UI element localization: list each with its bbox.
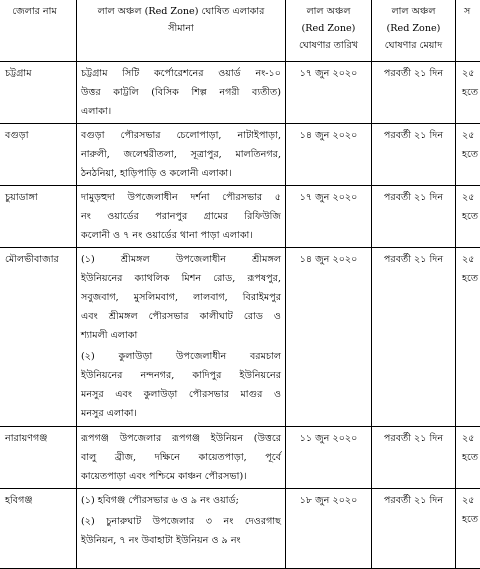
area-cell: [77, 186, 286, 248]
extra-line: হতে: [462, 207, 480, 226]
area-line: দামুড়হুদা উপজেলাধীন দর্শনা পৌরসভার ৫: [81, 188, 281, 207]
duration-cell: পরবর্তী ২১ দিন: [372, 186, 456, 248]
header-date-line-2: (Red Zone): [290, 20, 367, 37]
area-line: এলাকা।: [81, 102, 281, 121]
extra-line: হতে: [462, 83, 480, 102]
table-row: [0, 124, 480, 186]
area-line: এবং শ্রীমঙ্গল পৌরসভার কালীঘাট রোড ও: [81, 307, 281, 326]
header-duration-line-3: ঘোষণার মেয়াদ: [376, 37, 451, 54]
table-row: [0, 427, 480, 489]
area-line: নং ওয়ার্ডের পরানপুর গ্রামের রিফিউজি: [81, 207, 281, 226]
extra-line: ২৫: [462, 429, 480, 448]
extra-line: ২৫: [462, 250, 480, 269]
extra-cell: [456, 186, 480, 248]
area-line: ইউনিয়ন, ৭ নং উবাহাটা ইউনিয়ন ও ৯ নং: [81, 531, 281, 550]
header-date-line-1: লাল অঞ্চল: [290, 3, 367, 20]
area-line: (২) চুনারুঘাট উপজেলার ৩ নং দেওরগাছ: [81, 512, 281, 531]
area-paragraph: [81, 64, 281, 121]
district-cell: চুয়াডাঙ্গা: [0, 186, 77, 248]
table-header-row: [0, 0, 480, 62]
area-line: বালু ব্রীজ, দক্ষিনে কায়েতপাড়া, পূর্বে: [81, 448, 281, 467]
extra-line: ২৫: [462, 188, 480, 207]
header-area-line-1: লাল অঞ্চল (Red Zone) ঘোষিত এলাকার: [81, 3, 281, 20]
area-line: মনসুর এলাকা।: [81, 404, 281, 423]
header-extra: স: [456, 0, 480, 62]
header-district: জেলার নাম: [0, 0, 77, 62]
area-line: রূপগঞ্জ উপজেলার রূপগঞ্জ ইউনিয়ন (উত্তরে: [81, 429, 281, 448]
area-line: ইউনিয়নের নন্দনগর, কাদিপুর ইউনিয়নের: [81, 366, 281, 385]
area-paragraph: [81, 347, 281, 423]
area-cell: [77, 427, 286, 489]
extra-line: ২৫: [462, 126, 480, 145]
duration-cell: পরবর্তী ২১ দিন: [372, 248, 456, 427]
declaration-date-cell: ১৭ জুন ২০২০: [286, 62, 372, 124]
area-cell: [77, 62, 286, 124]
extra-line: ২৫: [462, 64, 480, 83]
area-paragraph: [81, 512, 281, 550]
area-line: উত্তর কাট্টলি (বিসিক শিল্প নগরী ব্যতীত): [81, 83, 281, 102]
declaration-date-cell: ১৮ জুন ২০২০: [286, 489, 372, 569]
area-paragraph: [81, 250, 281, 345]
area-cell: [77, 124, 286, 186]
district-cell: বগুড়া: [0, 124, 77, 186]
duration-cell: পরবর্তী ২১ দিন: [372, 427, 456, 489]
area-line: (১) হবিগঞ্জ পৌরসভার ৬ ও ৯ নং ওয়ার্ড;: [81, 491, 281, 510]
extra-cell: [456, 489, 480, 569]
area-line: সবুজবাগ, মুসলিমবাগ, লালবাগ, বিরাইমপুর: [81, 288, 281, 307]
declaration-date-cell: ১১ জুন ২০২০: [286, 427, 372, 489]
extra-line: হতে: [462, 510, 480, 529]
declaration-date-cell: ১৭ জুন ২০২০: [286, 186, 372, 248]
header-area: [77, 0, 286, 62]
area-cell: [77, 489, 286, 569]
area-paragraph: [81, 491, 281, 510]
area-line: চট্টগ্রাম সিটি কর্পোরেশনের ওয়ার্ড নং-১০: [81, 64, 281, 83]
table-row: [0, 186, 480, 248]
area-line: শ্যামলী এলাকা: [81, 326, 281, 345]
extra-line: ২৫: [462, 491, 480, 510]
area-cell: [77, 248, 286, 427]
area-line: ইউনিয়নের ক্যাথলিক মিশন রোড, রূপষপুর,: [81, 269, 281, 288]
table-row: [0, 489, 480, 569]
area-line: ঠনঠনিয়া, হাড়িপাড়ি ও কলোনী এলাকা।: [81, 164, 281, 183]
area-line: কলোনী ও ৭ নং ওয়ার্ডের থানা পাড়া এলাকা।: [81, 226, 281, 245]
table-row: [0, 248, 480, 427]
area-line: (১) শ্রীমঙ্গল উপজেলাধীন শ্রীমঙ্গল: [81, 250, 281, 269]
header-duration: [372, 0, 456, 62]
area-line: কায়েতপাড়া এবং পশ্চিমে কাঞ্চন পৌরসভা)।: [81, 467, 281, 486]
duration-cell: পরবর্তী ২১ দিন: [372, 489, 456, 569]
duration-cell: পরবর্তী ২১ দিন: [372, 62, 456, 124]
extra-line: হতে: [462, 269, 480, 288]
extra-cell: [456, 62, 480, 124]
area-paragraph: [81, 126, 281, 183]
district-cell: চট্টগ্রাম: [0, 62, 77, 124]
area-paragraph: [81, 188, 281, 245]
header-date-line-3: ঘোষণার তারিখ: [290, 37, 367, 54]
extra-cell: [456, 248, 480, 427]
area-line: (২) কুলাউড়া উপজেলাধীন বরমচাল: [81, 347, 281, 366]
header-area-line-2: সীমানা: [81, 20, 281, 37]
area-line: বগুড়া পৌরসভার চেলোপাড়া, নাটাইপাড়া,: [81, 126, 281, 145]
table-row: [0, 62, 480, 124]
district-cell: মৌলভীবাজার: [0, 248, 77, 427]
header-duration-line-1: লাল অঞ্চল: [376, 3, 451, 20]
declaration-date-cell: ১৪ জুন ২০২০: [286, 248, 372, 427]
extra-cell: [456, 427, 480, 489]
extra-cell: [456, 124, 480, 186]
area-paragraph: [81, 429, 281, 486]
extra-line: হতে: [462, 145, 480, 164]
declaration-date-cell: ১৪ জুন ২০২০: [286, 124, 372, 186]
district-cell: হবিগঞ্জ: [0, 489, 77, 569]
duration-cell: পরবর্তী ২১ দিন: [372, 124, 456, 186]
area-line: মনসুর এবং কুলাউড়া পৌরসভার মাগুর ও: [81, 385, 281, 404]
header-duration-line-2: (Red Zone): [376, 20, 451, 37]
extra-line: হতে: [462, 448, 480, 467]
area-line: নারুলী, জলেশ্বরীতলা, সূত্রাপুর, মালতিনগর,: [81, 145, 281, 164]
district-cell: নারায়ণগঞ্জ: [0, 427, 77, 489]
header-date: [286, 0, 372, 62]
